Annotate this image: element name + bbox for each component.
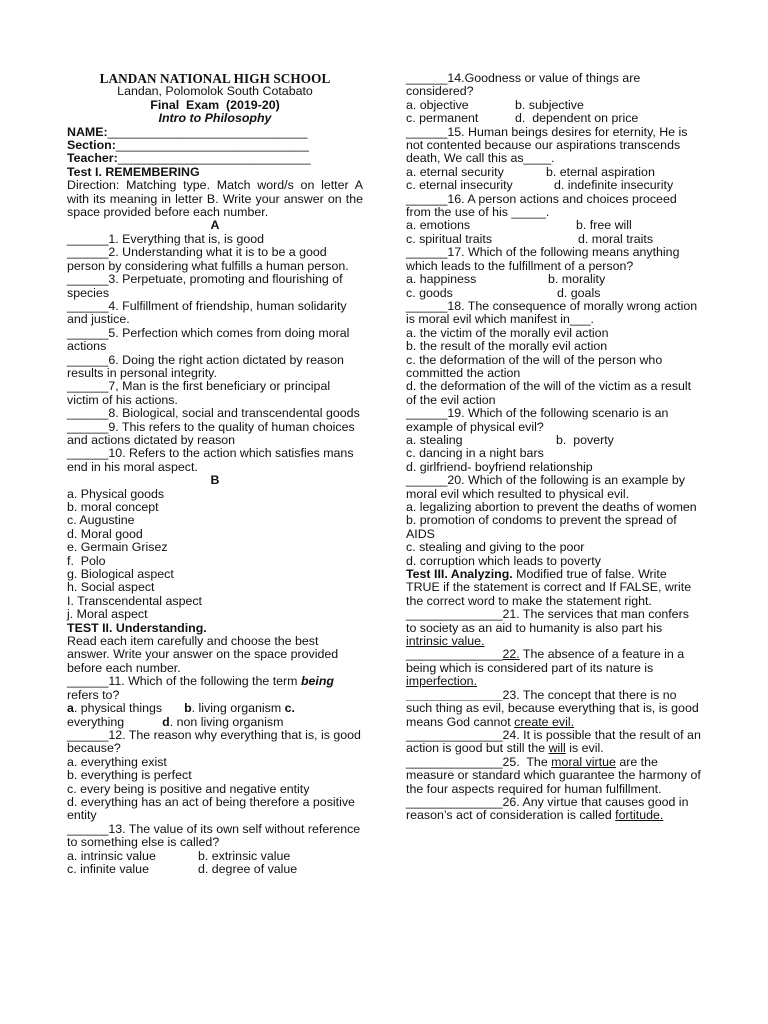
q19-options-row1 bbox=[406, 434, 702, 447]
choice-item: h. Social aspect bbox=[67, 580, 155, 595]
q11-options-row1 bbox=[67, 702, 363, 715]
q22-underlined: imperfection. bbox=[406, 674, 477, 689]
column-b-heading: B bbox=[210, 473, 220, 488]
question-12: ______12. The reason why everything that is, is good because? bbox=[67, 727, 361, 756]
right-column bbox=[406, 72, 702, 823]
q17-options-row2 bbox=[406, 287, 702, 300]
test1-item: ______2. Understanding what it is to be a good person by considering what fulfills a human person. bbox=[67, 245, 349, 273]
q18-option: d. the deformation of the will of the victim as a result of the evil action bbox=[406, 379, 692, 407]
q26-text: ______________26. Any virtue that causes good in reason’s act of consideration is called bbox=[406, 794, 689, 823]
subject-title: Intro to Philosophy bbox=[158, 111, 272, 126]
q11-opt-c: everything bbox=[67, 714, 125, 729]
q13-opt-a: a. intrinsic value bbox=[67, 848, 156, 863]
question-22 bbox=[406, 648, 702, 688]
q11-text: ______11. Which of the following the term bbox=[67, 674, 301, 689]
q11-opt-b: . living organism bbox=[191, 701, 282, 716]
test1-item: ______7, Man is the first beneficiary or principal victim of his actions. bbox=[67, 379, 331, 407]
q13-options-row1 bbox=[67, 850, 363, 863]
q20-option: c. stealing and giving to the poor bbox=[406, 540, 585, 555]
q17-opt-a: a. happiness bbox=[406, 272, 477, 287]
q14-opt-a: a. objective bbox=[406, 97, 469, 112]
q16-options-row1 bbox=[406, 219, 702, 232]
q17-options-row1 bbox=[406, 273, 702, 286]
q14-opt-b: b. subjective bbox=[515, 97, 584, 112]
q11-opt-a: . physical things bbox=[73, 701, 163, 716]
name-label: NAME: bbox=[67, 124, 108, 139]
q11-options-row2 bbox=[67, 716, 363, 729]
q11-term: being bbox=[300, 674, 334, 689]
q16-opt-b: b. free will bbox=[576, 218, 632, 233]
q21-underlined: intrinsic value. bbox=[406, 634, 485, 649]
q16-options-row2 bbox=[406, 233, 702, 246]
question-20: ______20. Which of the following is an example by moral evil which resulted to physical evil. bbox=[406, 473, 685, 501]
question-25 bbox=[406, 756, 702, 796]
q16-opt-d: d. moral traits bbox=[578, 231, 654, 246]
school-name: LANDAN NATIONAL HIGH SCHOOL bbox=[99, 71, 331, 86]
school-address: Landan, Polomolok South Cotabato bbox=[117, 84, 313, 99]
q22-blank: ______________ bbox=[406, 647, 503, 662]
q11-text-end: refers to? bbox=[67, 687, 120, 702]
question-17: ______17. Which of the following means anything which leads to the fulfillment of a person? bbox=[406, 245, 680, 273]
q20-option: a. legalizing abortion to prevent the deaths of women bbox=[406, 500, 697, 514]
test1-item: ______3. Perpetuate, promoting and flourishing of species bbox=[67, 272, 343, 300]
teacher-blank: ____________________________ bbox=[117, 151, 311, 166]
q16-opt-a: a. emotions bbox=[406, 218, 471, 233]
test3-title: Test III. Analyzing. bbox=[406, 567, 513, 582]
test2-title: TEST II. Understanding. bbox=[67, 620, 207, 635]
question-16: ______16. A person actions and choices proceed from the use of his _____. bbox=[406, 191, 677, 220]
q18-option: b. the result of the morally evil action bbox=[406, 339, 608, 354]
test1-items bbox=[67, 233, 363, 474]
q16-opt-c: c. spiritual traits bbox=[406, 231, 493, 246]
column-a-heading: A bbox=[210, 218, 220, 233]
q13-opt-c: c. infinite value bbox=[67, 861, 149, 876]
teacher-line[interactable] bbox=[67, 152, 363, 165]
choice-item: f. Polo bbox=[67, 553, 106, 568]
test3-direction: Modified true of false. Write TRUE if the statement is correct and If FALSE, write the correct word to make the statement right. bbox=[406, 567, 692, 608]
q11-opt-d-letter: d bbox=[162, 714, 170, 729]
teacher-label: Teacher: bbox=[67, 151, 118, 166]
q11-opt-b-letter: b bbox=[184, 701, 192, 716]
q24-text-end: is evil. bbox=[565, 741, 604, 756]
choice-item: d. Moral good bbox=[67, 526, 143, 541]
q25-text: ______________25. The bbox=[406, 754, 552, 769]
q11-opt-c-letter: c. bbox=[284, 701, 295, 716]
test3-heading bbox=[406, 568, 702, 608]
choice-item: e. Germain Grisez bbox=[67, 540, 168, 555]
q20-option: d. corruption which leads to poverty bbox=[406, 553, 601, 568]
q12-option: b. everything is perfect bbox=[67, 768, 192, 783]
question-26 bbox=[406, 796, 702, 823]
q24-text: ______________24. It is possible that the result of an action is good but still the bbox=[406, 727, 701, 756]
test1-item: ______1. Everything that is, is good bbox=[67, 231, 265, 246]
exam-title: Final Exam (2019-20) bbox=[150, 97, 280, 112]
choice-item: b. moral concept bbox=[67, 500, 159, 514]
q15-opt-b: b. eternal aspiration bbox=[546, 164, 655, 179]
q18-option: a. the victim of the morally evil action bbox=[406, 325, 609, 340]
q19-option: d. girlfriend- boyfriend relationship bbox=[406, 459, 593, 474]
test1-item: ______6. Doing the right action dictated by reason results in personal integrity. bbox=[67, 352, 344, 380]
choice-item: j. Moral aspect bbox=[67, 607, 148, 622]
q12-option: d. everything has an act of being therefore a positive entity bbox=[67, 794, 355, 823]
q21-text: ______________21. The services that man confers to society as an aid to humanity is also part his bbox=[406, 607, 689, 635]
q14-opt-d: d. dependent on price bbox=[515, 111, 639, 126]
q11-opt-a-letter: a bbox=[67, 701, 74, 716]
left-column bbox=[67, 72, 363, 876]
test1-choices bbox=[67, 488, 363, 622]
q25-text-end: are the measure or standard which guarantee the harmony of the four aspects required for human fulfillment. bbox=[406, 754, 701, 796]
q14-options-row1 bbox=[406, 99, 702, 112]
test1-item: ______5. Perfection which comes from doing moral actions bbox=[67, 325, 350, 354]
q15-opt-d: d. indefinite insecurity bbox=[554, 178, 674, 193]
q17-opt-c: c. goods bbox=[406, 285, 453, 300]
question-13: ______13. The value of its own self without reference to something else is called? bbox=[67, 821, 361, 850]
question-24 bbox=[406, 729, 702, 756]
question-21 bbox=[406, 608, 702, 648]
test1-item: ______8. Biological, social and transcendental goods bbox=[67, 406, 360, 421]
q25-underlined: moral virtue bbox=[551, 754, 616, 769]
q23-text: 23. The concept that there is no such thing as evil, because everything that is, is good means God cannot bbox=[406, 687, 699, 729]
q15-opt-c: c. eternal insecurity bbox=[406, 178, 513, 193]
choice-item: a. Physical goods bbox=[67, 486, 165, 501]
question-19: ______19. Which of the following scenario is an example of physical evil? bbox=[406, 406, 669, 434]
q14-opt-c: c. permanent bbox=[406, 111, 479, 126]
section-label: Section: bbox=[67, 138, 116, 153]
q23-underlined: create evil. bbox=[514, 714, 575, 729]
question-15: ______15. Human beings desires for eternity, He is not contented because our aspirations transcends death, We call this as____. bbox=[406, 124, 688, 166]
q15-opt-a: a. eternal security bbox=[406, 164, 504, 179]
test1-item: ______9. This refers to the quality of human choices and actions dictated by reason bbox=[67, 419, 355, 447]
choice-item: I. Transcendental aspect bbox=[67, 593, 203, 608]
test1-direction: Direction: Matching type. Match word/s on letter A with its meaning in letter B. Write your answer on the space provided before each number. bbox=[67, 178, 363, 220]
q13-opt-b: b. extrinsic value bbox=[198, 848, 291, 863]
test2-direction: Read each item carefully and choose the best answer. Write your answer on the space provided before each number. bbox=[67, 634, 339, 675]
q22-number: 22. bbox=[502, 647, 520, 662]
question-18: ______18. The consequence of morally wrong action is moral evil which manifest in___. bbox=[406, 298, 698, 327]
q26-underlined: fortitude. bbox=[615, 808, 664, 823]
q13-opt-d: d. degree of value bbox=[198, 861, 298, 876]
q22-text: The absence of a feature in a being which is considered part of its nature is bbox=[406, 647, 685, 675]
q11-opt-d: . non living organism bbox=[169, 714, 284, 729]
test1-title: Test I. REMEMBERING bbox=[67, 164, 200, 179]
q17-opt-d: d. goals bbox=[557, 285, 601, 300]
test1-item: ______4. Fulfillment of friendship, human solidarity and justice. bbox=[67, 298, 347, 327]
q19-opt-a: a. stealing bbox=[406, 432, 463, 447]
choice-item: g. Biological aspect bbox=[67, 567, 174, 582]
q12-option: a. everything exist bbox=[67, 754, 167, 769]
question-11 bbox=[67, 675, 363, 702]
q12-option: c. every being is positive and negative entity bbox=[67, 781, 310, 796]
q15-options-row2 bbox=[406, 179, 702, 192]
section-blank: ____________________________ bbox=[115, 138, 309, 153]
question-14: ______14.Goodness or value of things are considered? bbox=[406, 71, 641, 99]
q19-opt-b: b. poverty bbox=[556, 432, 614, 447]
q15-options-row1 bbox=[406, 166, 702, 179]
section-line[interactable] bbox=[67, 139, 363, 152]
q14-options-row2 bbox=[406, 112, 702, 125]
choice-item: c. Augustine bbox=[67, 513, 135, 528]
q17-opt-b: b. morality bbox=[548, 272, 606, 287]
name-line[interactable] bbox=[67, 126, 363, 139]
question-23 bbox=[406, 689, 702, 729]
name-blank: _____________________________ bbox=[107, 124, 308, 139]
q23-blank: ______________ bbox=[406, 687, 503, 702]
q18-option: c. the deformation of the will of the person who committed the action bbox=[406, 352, 663, 380]
q20-option: b. promotion of condoms to prevent the spread of AIDS bbox=[406, 513, 677, 541]
q19-option: c. dancing in a night bars bbox=[406, 446, 544, 461]
q13-options-row2 bbox=[67, 863, 363, 876]
q24-underlined: will bbox=[548, 741, 566, 756]
test1-item: ______10. Refers to the action which satisfies mans end in his moral aspect. bbox=[67, 446, 354, 474]
